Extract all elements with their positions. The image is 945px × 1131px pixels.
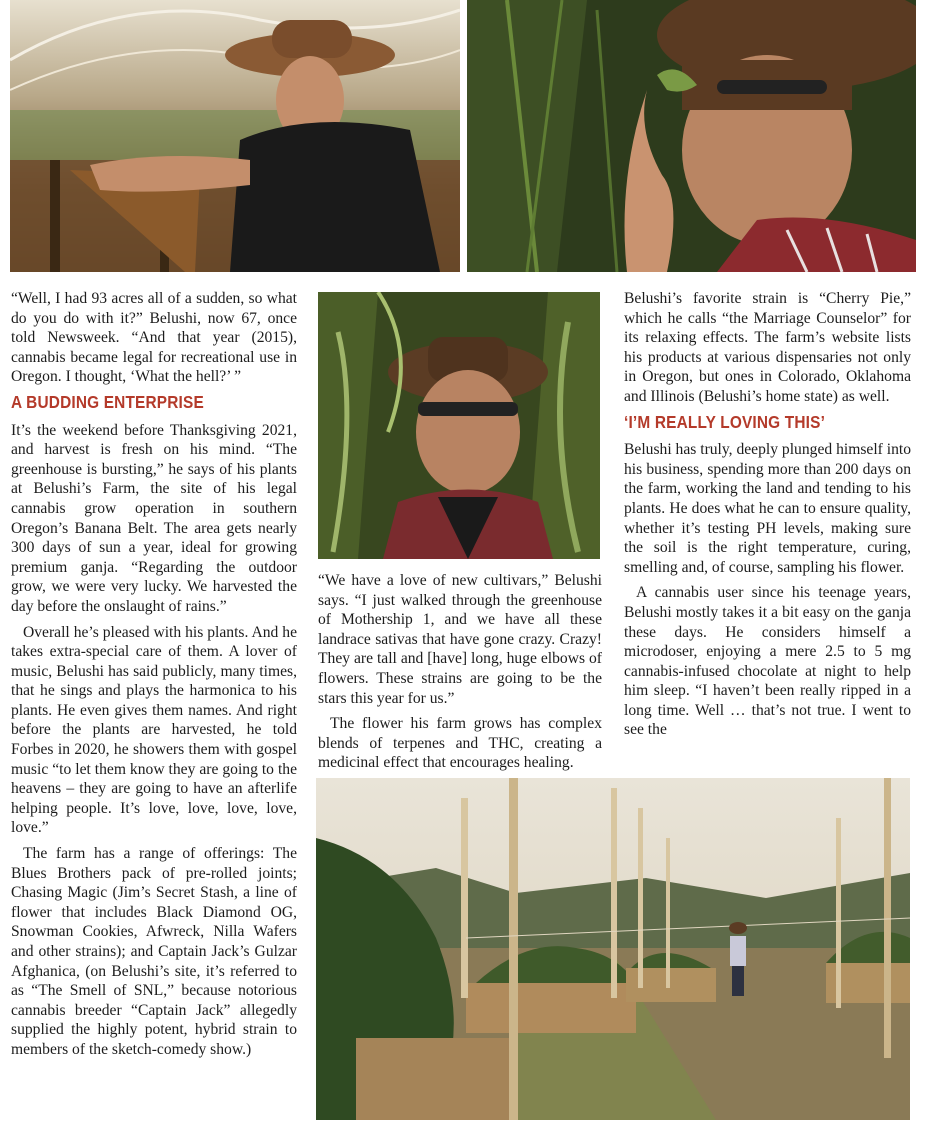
column-1-paragraph-3: The farm has a range of offerings: The Blues Brothers pack of pre-rolled joints; Chasing Magic (Jim’s Secret Stash, a line of flower that includes Black Diamond OG, Snowman Cookies, Afwreck, Nilla Wafers and other strains); and Captain Jack’s Gulzar Afghanica, (on Belushi’s site, it’s referred to as “The Smell of SNL,” because notorious cannabis breeder “Captain Jack” allegedly supplied the highly potent, hybrid strain to members of the sketch-comedy show.): [11, 845, 297, 1058]
photo-outdoor-field: [316, 778, 910, 1120]
subhead-budding-enterprise: A BUDDING ENTERPRISE: [11, 391, 204, 412]
subhead-really-loving-this: ‘I’M REALLY LOVING THIS’: [624, 411, 826, 432]
column-3-paragraph-2: A cannabis user since his teenage years, Belushi mostly takes it a bit easy on the ganja these days. He considers himself a microdoser, enjoying a mere 2.5 to 5 mg cannabis-infused chocolate at night to help him sleep. “I haven’t been really ripped in a long time. Well … that’s not true. I went to see the: [624, 584, 911, 739]
column-1: [11, 289, 297, 1060]
column-1-paragraph-2: Overall he’s pleased with his plants. And he takes extra-special care of them. A lover of music, Belushi has said publicly, many times, that he sings and plays the harmonica to his plants. He even gives them names. And right before the plants are harvested, he told Forbes in 2020, he showers them with gospel music “to let them know they are going to the heavens – they are going to have an afterlife helping people. It’s love, love, love, love, love.”: [11, 623, 297, 837]
column-2-paragraph-2: The flower his farm grows has complex blends of terpenes and THC, creating a medicinal effect that encourages healing.: [318, 715, 602, 772]
column-3-paragraph-1: Belushi has truly, deeply plunged himself into his business, spending more than 200 days on the farm, working the land and tending to his plants. He does what he can to ensure quality, whether it’s testing PH levels, making sure the soil is the right temperature, curing, smelling and, of course, sampling his flower.: [624, 441, 911, 576]
column-3: [624, 289, 911, 740]
column-2: [318, 571, 602, 773]
photo-greenhouse-leaning: [10, 0, 460, 272]
column-3-intro: Belushi’s favorite strain is “Cherry Pie,” which he calls “the Marriage Counselor” for its relaxing effects. The farm’s website lists his products at various dispensaries not only in Oregon, but ones in Colorado, Oklahoma and Illinois (Belushi’s home state) as well.: [624, 290, 911, 405]
photo-smelling-flower: [467, 0, 916, 272]
column-2-paragraph-1: “We have a love of new cultivars,” Belushi says. “I just walked through the greenhouse of Mothership 1, and we have all these landrace sativas that have gone crazy. Crazy! They are tall and [have] long, huge elbows of flowers. These strains are going to be the stars this year for us.”: [318, 572, 602, 707]
column-1-intro: “Well, I had 93 acres all of a sudden, so what do you do with it?” Belushi, now 67, once told Newsweek. “And that year (2015), cannabis became legal for recreational use in Oregon. I thought, ‘What the hell?’ ”: [11, 290, 297, 386]
column-1-paragraph-1: It’s the weekend before Thanksgiving 2021, and harvest is fresh on his mind. “The greenhouse is bursting,” he says of his plants at Belushi’s Farm, the site of his legal cannabis grow operation in southern Oregon’s Banana Belt. The area gets nearly 300 days of sun a year, ideal for growing premium ganja. “Regarding the outdoor grow, we were very lucky. We harvested the day before the onslaught of rains.”: [11, 421, 297, 615]
photo-among-plants: [318, 292, 600, 559]
